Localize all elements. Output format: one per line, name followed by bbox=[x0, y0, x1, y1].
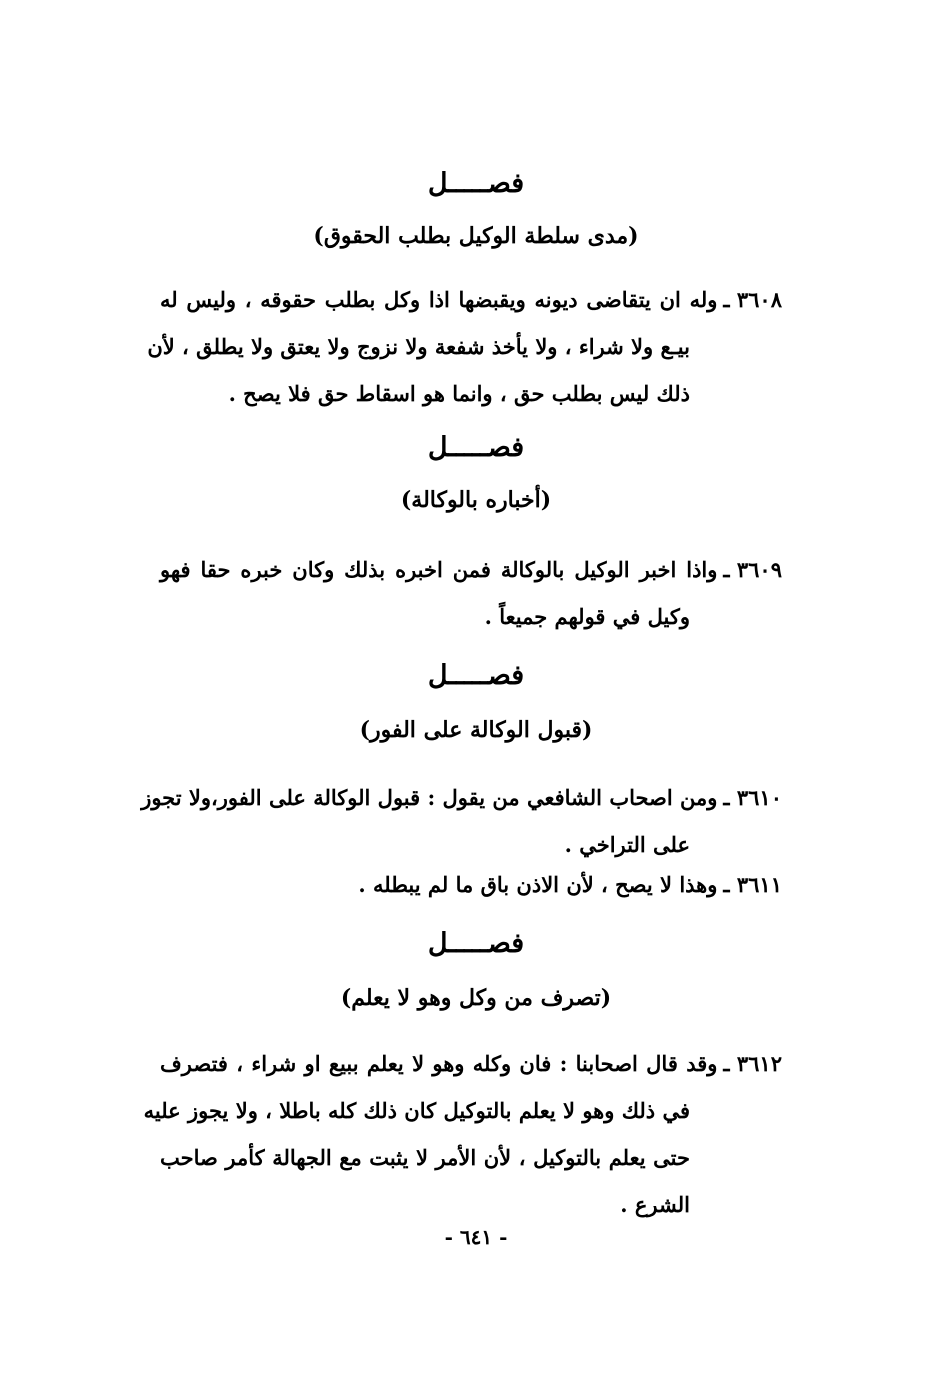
page-number: - ٦٤١ - bbox=[444, 1225, 508, 1249]
paragraph-line: ٣٦١٠ ـومن اصحاب الشافعي من يقول : قبول الوكالة على الفور،ولا تجوز bbox=[160, 774, 782, 821]
section-heading: فصـــــل bbox=[427, 660, 525, 691]
paragraph-line: ٣٦١٢ ـوقد قال اصحابنا : فان وكله وهو لا يعلم ببيع او شراء ، فتصرف bbox=[160, 1040, 782, 1087]
paragraph-number: ٣٦١٢ ـ bbox=[723, 1051, 782, 1076]
section-subtitle: (تصرف من وكل وهو لا يعلم) bbox=[340, 985, 612, 1011]
paragraph-line: حتى يعلم بالتوكيل ، لأن الأمر لا يثبت مع الجهالة كأمر صاحب bbox=[160, 1145, 690, 1170]
paragraph-line: في ذلك وهو لا يعلم بالتوكيل كان ذلك كله باطلا ، ولا يجوز عليه bbox=[143, 1098, 690, 1123]
paragraph-line: ذلك ليس بطلب حق ، وانما هو اسقاط حق فلا يصح . bbox=[228, 381, 690, 406]
paragraph-line: بيـع ولا شراء ، ولا يأخذ شفعة ولا نزوج ولا يعتق ولا يطلق ، لأن bbox=[147, 334, 690, 359]
paragraph-line: على التراخي . bbox=[564, 832, 690, 857]
paragraph-3611 bbox=[160, 861, 782, 908]
paragraph-number: ٣٦١١ ـ bbox=[723, 872, 782, 897]
paragraph-line: ٣٦١١ ـوهذا لا يصح ، لأن الاذن باق ما لم يبطله . bbox=[160, 861, 782, 908]
paragraph-3609 bbox=[160, 546, 782, 640]
paragraph-number: ٣٦١٠ ـ bbox=[723, 785, 782, 810]
paragraph-3610 bbox=[141, 774, 782, 868]
section-heading: فصـــــل bbox=[427, 928, 525, 959]
paragraph-number: ٣٦٠٩ ـ bbox=[723, 557, 782, 582]
paragraph-line: وكيل في قولهم جميعاً . bbox=[484, 604, 690, 629]
section-subtitle: (أخباره بالوكالة) bbox=[400, 487, 552, 513]
paragraph-number: ٣٦٠٨ ـ bbox=[723, 287, 782, 312]
section-subtitle: (مدى سلطة الوكيل بطلب الحقوق) bbox=[313, 223, 639, 249]
section-heading: فصـــــل bbox=[427, 432, 525, 463]
section-heading: فصـــــل bbox=[427, 168, 525, 199]
paragraph-line: ٣٦٠٩ ـواذا اخبر الوكيل بالوكالة فمن اخبره بذلك وكان خبره حقا فهو bbox=[160, 546, 782, 593]
paragraph-3608 bbox=[147, 276, 782, 417]
section-subtitle: (قبول الوكالة على الفور) bbox=[359, 717, 593, 743]
paragraph-3612 bbox=[143, 1040, 782, 1228]
paragraph-line: الشرع . bbox=[620, 1192, 690, 1217]
paragraph-line: ٣٦٠٨ ـوله ان يتقاضى ديونه ويقبضها اذا وكل بطلب حقوقه ، وليس له bbox=[160, 276, 782, 323]
